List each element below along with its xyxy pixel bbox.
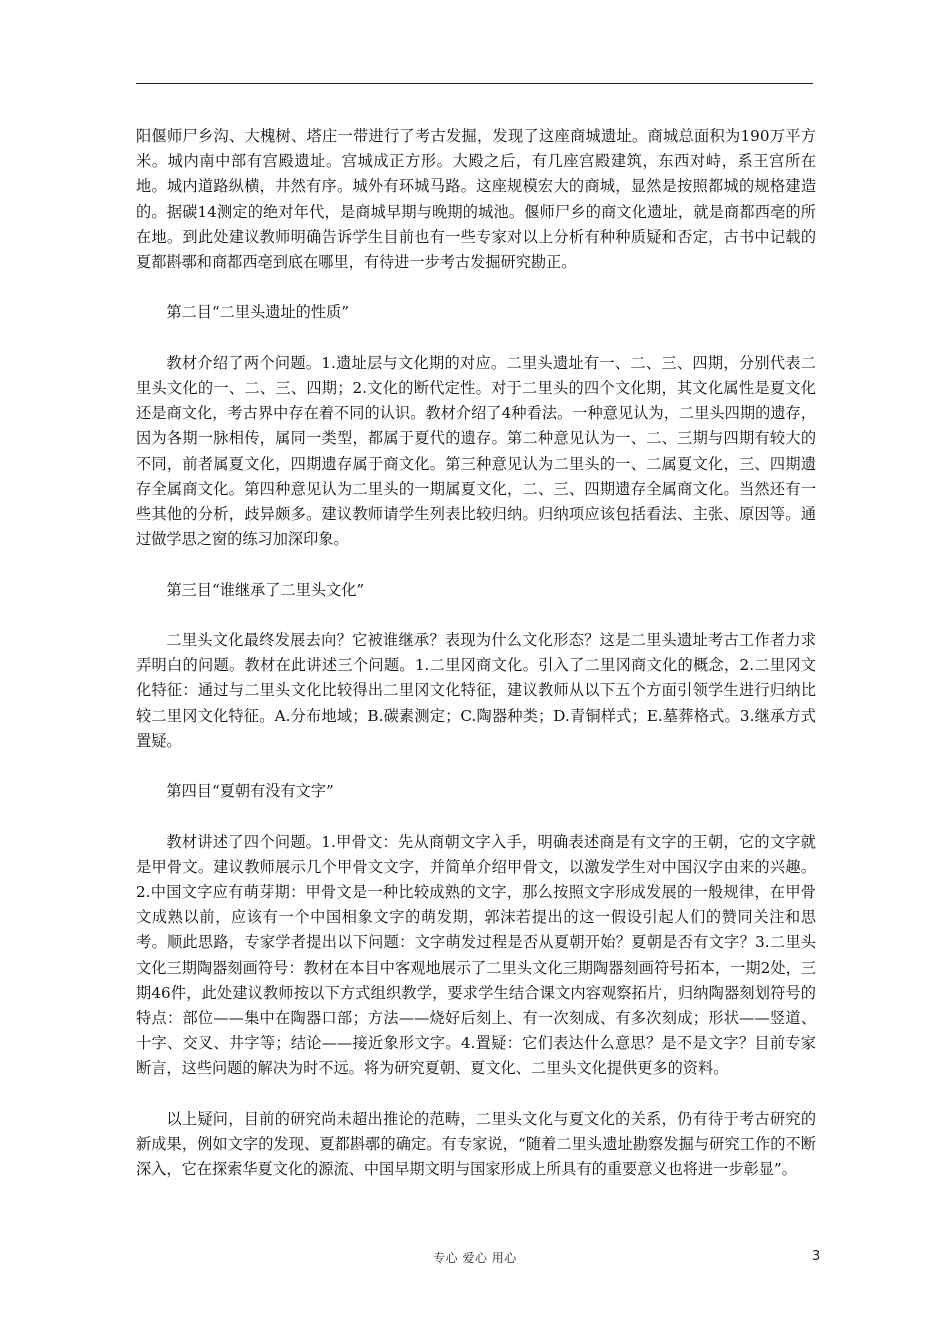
page-footer <box>0 1249 950 1269</box>
section-heading-4: 第四目“夏朝有没有文字” <box>166 782 334 801</box>
paragraph-shang-city-ruins: 阳偃师尸乡沟、大槐树、塔庄一带进行了考古发掘，发现了这座商城遗址。商城总面积为190万平方米。城内南中部有宫殿遗址。宫城成正方形。大殿之后，有几座宫殿建筑，东西对峙，系王宫所在地。城内道路纵横，井然有序。城外有环城马路。这座规模宏大的商城，显然是按照都城的规格建造的。据碳14测定的绝对年代，是商城早期与晚期的城池。偃师尸乡的商文化遗址，就是商都西亳的所在地。到此处建议教师明确告诉学生目前也有一些专家对以上分析有种种质疑和否定，古书中记载的夏都斟鄩和商都西亳到底在哪里，有待进一步考古发掘研究勘正。 <box>136 127 816 272</box>
page-number: 3 <box>812 1249 821 1264</box>
paragraph-erlitou-inheritance: 二里头文化最终发展去向？它被谁继承？表现为什么文化形态？这是二里头遗址考古工作者力求弄明白的问题。教材在此讲述三个问题。1.二里冈商文化。引入了二里冈商文化的概念，2.二里冈文化特征：通过与二里头文化比较得出二里冈文化特征，建议教师从以下五个方面引领学生进行归纳比较二里冈文化特征。A.分布地域；B.碳素测定；C.陶器种类；D.青铜样式；E.墓葬格式。3.继承方式置疑。 <box>136 631 816 750</box>
section-heading-3: 第三目“谁继承了二里头文化” <box>166 580 365 599</box>
section-heading-2: 第二目“二里头遗址的性质” <box>166 303 349 322</box>
paragraph-conclusion: 以上疑问，目前的研究尚未超出推论的范畴，二里头文化与夏文化的关系，仍有待于考古研究的新成果，例如文字的发现、夏都斟鄩的确定。有专家说，“随着二里头遗址勘察发掘与研究工作的不断深入，它在探索华夏文化的源流、中国早期文明与国家形成上所具有的重要意义也将进一步彰显”。 <box>136 1109 816 1179</box>
paragraph-xia-writing: 教材讲述了四个问题。1.甲骨文：先从商朝文字入手，明确表述商是有文字的王朝，它的文字就是甲骨文。建议教师展示几个甲骨文文字，并简单介绍甲骨文，以激发学生对中国汉字由来的兴趣。2.中国文字应有萌芽期：甲骨文是一种比较成熟的文字，那么按照文字形成发展的一般规律，在甲骨文成熟以前，应该有一个中国相象文字的萌发期，郭沫若提出的这一假设引起人们的赞同关注和思考。顺此思路，专家学者提出以下问题：文字萌发过程是否从夏朝开始？夏朝是否有文字？3.二里头文化三期陶器刻画符号：教材在本目中客观地展示了二里头文化三期陶器刻画符号拓本，一期2处，三期46件，此处建议教师按以下方式组织教学，要求学生结合课文内容观察拓片，归纳陶器刻划符号的特点：部位——集中在陶器口部；方法——烧好后刻上、有一次刻成、有多次刻成；形状——竖道、十字、交叉、井字等；结论——接近象形文字。4.置疑：它们表达什么意思？是不是文字？目前专家断言，这些问题的解决为时不远。将为研究夏朝、夏文化、二里头文化提供更多的资料。 <box>136 832 816 1078</box>
document-body <box>136 124 816 1208</box>
footer-motto: 专心 爱心 用心 <box>433 1251 517 1265</box>
header-rule <box>136 83 813 84</box>
paragraph-erlitou-nature: 教材介绍了两个问题。1.遗址层与文化期的对应。二里头遗址有一、二、三、四期，分别代表二里头文化的一、二、三、四期；2.文化的断代定性。对于二里头的四个文化期，其文化属性是夏文化还是商文化，考古界中存在着不同的认识。教材介绍了4种看法。一种意见认为，二里头四期的遗存，因为各期一脉相传，属同一类型，都属于夏代的遗存。第二种意见认为一、二、三期与四期有较大的不同，前者属夏文化，四期遗存属于商文化。第三种意见认为二里头的一、二属夏文化，三、四期遗存全属商文化。第四种意见认为二里头的一期属夏文化，二、三、四期遗存全属商文化。当然还有一些其他的分析，歧异颇多。建议教师请学生列表比较归纳。归纳项应该包括看法、主张、原因等。通过做学思之窗的练习加深印象。 <box>136 353 816 549</box>
